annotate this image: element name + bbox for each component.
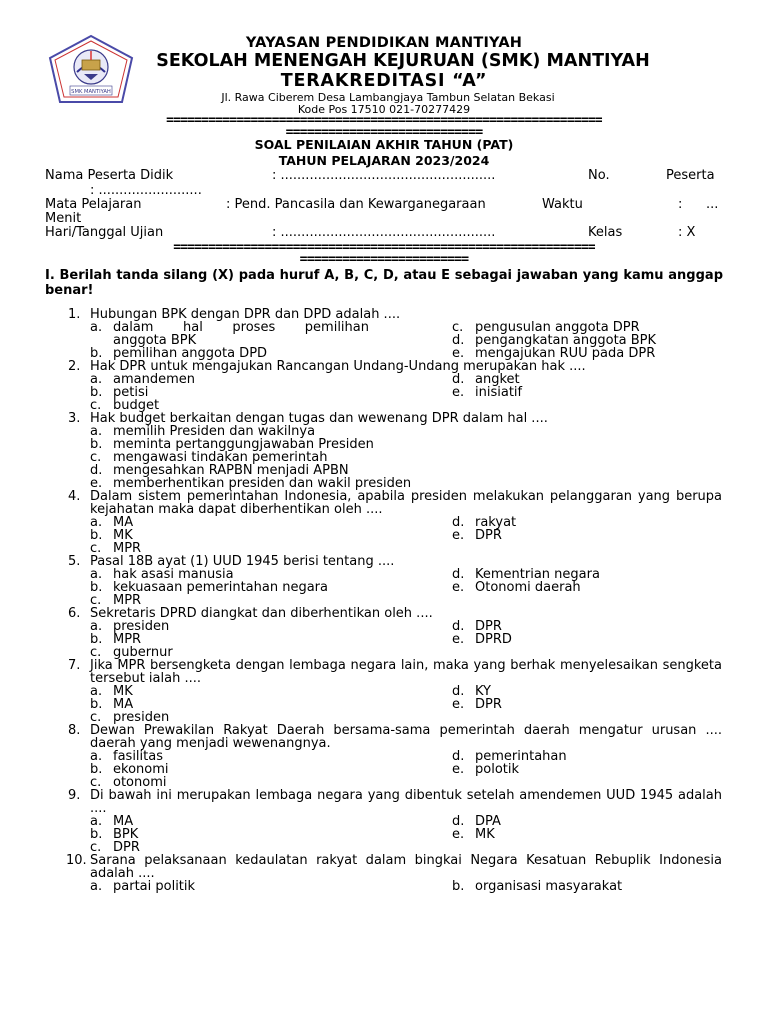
- option-2d: d. angket: [452, 372, 520, 387]
- option-9e: e. MK: [452, 827, 495, 842]
- option-2a: a. amandemen: [90, 372, 195, 387]
- option-1e: e. mengajukan RUU pada DPR: [452, 346, 656, 361]
- exam-title: SOAL PENILAIAN AKHIR TAHUN (PAT): [254, 137, 514, 152]
- option-5c: c. MPR: [90, 593, 142, 608]
- instructions: I. Berilah tanda silang (X) pada huruf A, B, C, D, atau E sebagai jawaban yang kamu anggap benar!: [45, 268, 723, 298]
- class-value: : X: [678, 225, 696, 240]
- option-1c: c. pengusulan anggota DPR: [452, 320, 640, 335]
- participant-label: Peserta: [666, 168, 715, 183]
- identity-separator: ============================================================ ========================: [173, 242, 595, 266]
- option-9c: c. DPR: [90, 840, 140, 855]
- accreditation-status: TERAKREDITASI “A”: [280, 71, 488, 91]
- option-9a: a. MA: [90, 814, 134, 829]
- option-5e: e. Otonomi daerah: [452, 580, 581, 595]
- option-7e: e. DPR: [452, 697, 502, 712]
- option-10a: a. partai politik: [90, 879, 196, 894]
- option-6a: a. presiden: [90, 619, 170, 634]
- option-2e: e. inisiatif: [452, 385, 523, 400]
- option-6e: e. DPRD: [452, 632, 512, 647]
- option-7b: b. MA: [90, 697, 134, 712]
- option-4c: c. MPR: [90, 541, 142, 556]
- option-3a: a. memilih Presiden dan wakilnya: [90, 424, 316, 439]
- option-9b: b. BPK: [90, 827, 139, 842]
- date-field: : ....................................................: [272, 225, 496, 240]
- option-8a: a. fasilitas: [90, 749, 163, 764]
- exam-page: SMK MANTIYAH YAYASAN PENDIDIKAN MANTIYAH SEKOLAH MENENGAH KEJURUAN (SMK) MANTIYAH TERAKREDITASI “A” Jl. Rawa Ciberem Desa Lambangjaya Tambun Selatan Bekasi Kode Pos 17510 021-70277429 ============================================================== ============================ SOAL PENILAIAN AKHIR TAHUN (PAT) TAHUN PELAJARAN 2023/2024 Nama Peserta Didik : .................................................... No. Peserta : ......................... Mata Pelajaran : Pend. Pancasila dan Kewarganegaraan Waktu : ... Menit Hari/Tanggal Ujian : .................................................... Kelas : X ============================================================ ======================== I. Berilah tanda silang (X) pada huruf A, B, C, D, atau E sebagai jawaban yang kamu anggap benar! 1. Hubungan BPK dengan DPR dan DPD adalah .... a. dalam hal proses pemilihan anggota BPK b. pemilihan anggota DPD c. pengusulan anggota DPR d. pengangkatan anggota BPK e. mengajukan RUU pada DPR 2. Hak DPR untuk mengajukan Rancangan Undang-Undang merupakan hak .... a. amandemen b. petisi c. budget d. angket e. inisiatif 3. Hak budget berkaitan dengan tugas dan wewenang DPR dalam hal .... a. memilih Presiden dan wakilnya b. meminta pertanggungjawaban Presiden c. mengawasi tindakan pemerintah d. mengesahkan RAPBN menjadi APBN e. memberhentikan presiden dan wakil presiden 4. Dalam sistem pemerintahan Indonesia, apabila presiden melakukan pelanggaran yang berupa kejahatan maka dapat diberhentikan oleh .... a. MA b. MK c. MPR d. rakyat e. DPR 5. Pasal 18B ayat (1) UUD 1945 berisi tentang .... a. hak asasi manusia b. kekuasaan pemerintahan negara c. MPR d. Kementrian negara e. Otonomi daerah 6. Sekretaris DPRD diangkat dan diberhentikan oleh .... a. presiden b. MPR c. gubernur d. DPR e. DPRD 7. Jika MPR bersengketa dengan lembaga negara lain, maka yang berhak menyelesaikan sengketa tersebut ialah .... a. MK b. MA c. presiden d. KY e. DPR 8. Dewan Prewakilan Rakyat Daerah bersama-sama pemerintah daerah mengatur urusan .... daerah yang menjadi wewenangnya. a. fasilitas b. ekonomi c. otonomi d. pemerintahan e. polotik 9. Di bawah ini merupakan lembaga negara yang dibentuk setelah amendemen UUD 1945 adalah .... a. MA b. BPK c. DPR d. DPA e. MK 10. Sarana pelaksanaan kedaulatan rakyat dalam bingkai Negara Kesatuan Rebuplik Indonesia adalah .... a. partai politik b. organisasi masyarakat: [0, 0, 768, 1024]
- option-2b: b. petisi: [90, 385, 149, 400]
- option-7a: a. MK: [90, 684, 133, 699]
- header-separator: ============================================================== ============================: [166, 115, 602, 139]
- number-label: No.: [588, 168, 610, 183]
- option-5d: d. Kementrian negara: [452, 567, 600, 582]
- option-1b: b. pemilihan anggota DPD: [90, 346, 268, 361]
- school-name: SEKOLAH MENENGAH KEJURUAN (SMK) MANTIYAH: [156, 51, 650, 71]
- time-value: ...: [706, 197, 719, 212]
- participant-number-field: : .........................: [90, 183, 202, 198]
- option-2c: c. budget: [90, 398, 160, 413]
- time-colon: :: [678, 197, 683, 212]
- foundation-name: YAYASAN PENDIDIKAN MANTIYAH: [245, 35, 523, 51]
- date-label: Hari/Tanggal Ujian: [45, 225, 164, 240]
- option-9d: d. DPA: [452, 814, 501, 829]
- option-8c: c. otonomi: [90, 775, 167, 790]
- option-4d: d. rakyat: [452, 515, 517, 530]
- option-5b: b. kekuasaan pemerintahan negara: [90, 580, 328, 595]
- option-3d: d. mengesahkan RAPBN menjadi APBN: [90, 463, 349, 478]
- option-4a: a. MA: [90, 515, 134, 530]
- option-4e: e. DPR: [452, 528, 502, 543]
- option-4b: b. MK: [90, 528, 133, 543]
- option-6b: b. MPR: [90, 632, 142, 647]
- subject-value: : Pend. Pancasila dan Kewarganegaraan: [226, 197, 486, 212]
- option-1d: d. pengangkatan anggota BPK: [452, 333, 657, 348]
- option-8b: b. ekonomi: [90, 762, 169, 777]
- option-3b: b. meminta pertanggungjawaban Presiden: [90, 437, 374, 452]
- minute-label: Menit: [45, 211, 82, 226]
- option-6c: c. gubernur: [90, 645, 173, 660]
- option-5a: a. hak asasi manusia: [90, 567, 234, 582]
- time-label: Waktu: [542, 197, 583, 212]
- option-7d: d. KY: [452, 684, 492, 699]
- subject-label: Mata Pelajaran: [45, 197, 142, 212]
- option-10b: b. organisasi masyarakat: [452, 879, 623, 894]
- option-3e: e. memberhentikan presiden dan wakil presiden: [90, 476, 412, 491]
- option-3c: c. mengawasi tindakan pemerintah: [90, 450, 328, 465]
- student-name-field: : ....................................................: [272, 168, 496, 183]
- option-1a: a. dalam hal proses pemilihan anggota BPK: [90, 320, 369, 348]
- class-label: Kelas: [588, 225, 623, 240]
- svg-text:SMK MANTIYAH: SMK MANTIYAH: [71, 89, 111, 95]
- option-8d: d. pemerintahan: [452, 749, 567, 764]
- school-address: Jl. Rawa Ciberem Desa Lambangjaya Tambun Selatan Bekasi: [221, 91, 555, 104]
- postal-phone: Kode Pos 17510 021-70277429: [297, 103, 471, 116]
- student-name-label: Nama Peserta Didik: [45, 168, 174, 183]
- exam-year: TAHUN PELAJARAN 2023/2024: [278, 153, 490, 168]
- option-7c: c. presiden: [90, 710, 170, 725]
- option-8e: e. polotik: [452, 762, 520, 777]
- option-6d: d. DPR: [452, 619, 502, 634]
